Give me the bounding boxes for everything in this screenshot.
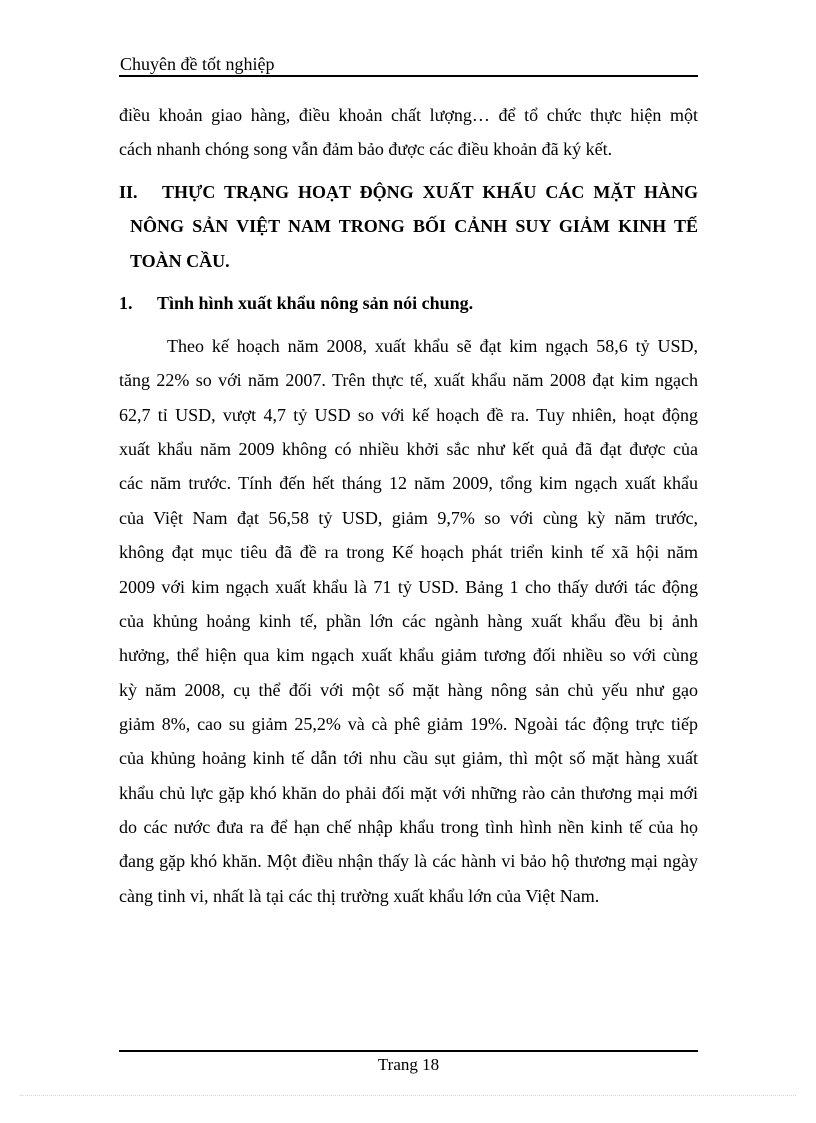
body-line: do các nước đưa ra để hạn chế nhập khẩu trong tình hình nền kinh tế của họ: [119, 817, 698, 837]
body-line: các năm trước. Tính đến hết tháng 12 năm 2009, tổng kim ngạch xuất khẩu: [119, 473, 698, 493]
footer-divider: [119, 1050, 698, 1052]
body-line: không đạt mục tiêu đã đề ra trong Kế hoạch phát triển kinh tế xã hội năm: [119, 542, 698, 562]
header-divider: [119, 75, 698, 77]
body-line: xuất khẩu năm 2009 không có nhiều khởi sắc như kết quả đã đạt được của: [119, 439, 698, 459]
page-number: Trang 18: [377, 1055, 440, 1074]
body-line: càng tinh vi, nhất là tại các thị trường xuất khẩu lớn của Việt Nam.: [119, 886, 600, 906]
section-title-line: TOÀN CẦU.: [130, 251, 230, 271]
body-line: của khủng hoảng kinh tế dẫn tới nhu cầu sụt giảm, thì một số mặt hàng xuất: [119, 748, 698, 768]
document-title: Chuyên đề tốt nghiệp: [120, 54, 275, 74]
subsection-number: 1.: [119, 293, 133, 313]
intro-line: cách nhanh chóng song vẫn đảm bảo được các điều khoản đã ký kết.: [119, 139, 613, 159]
body-line: giảm 8%, cao su giảm 25,2% và cà phê giảm 19%. Ngoài tác động trực tiếp: [119, 714, 698, 734]
body-line: của Việt Nam đạt 56,58 tỷ USD, giảm 9,7% so với cùng kỳ năm trước,: [119, 508, 698, 528]
body-line: kỳ năm 2008, cụ thể đối với một số mặt hàng nông sản chủ yếu như gạo: [119, 680, 698, 700]
section-title-line: NÔNG SẢN VIỆT NAM TRONG BỐI CẢNH SUY GIẢM KINH TẾ: [130, 216, 698, 236]
section-number: II.: [119, 182, 138, 202]
body-line: 62,7 tỉ USD, vượt 4,7 tỷ USD so với kế hoạch đề ra. Tuy nhiên, hoạt động: [119, 405, 698, 425]
page-bottom-edge: [20, 1095, 796, 1096]
body-line: Theo kế hoạch năm 2008, xuất khẩu sẽ đạt kim ngạch 58,6 tỷ USD,: [167, 336, 698, 356]
body-line: tăng 22% so với năm 2007. Trên thực tế, xuất khẩu năm 2008 đạt kim ngạch: [119, 370, 698, 390]
body-line: đang gặp khó khăn. Một điều nhận thấy là các hành vi bảo hộ thương mại ngày: [119, 851, 698, 871]
intro-line: điều khoản giao hàng, điều khoản chất lượng… để tổ chức thực hiện một: [119, 105, 698, 125]
body-line: 2009 với kim ngạch xuất khẩu là 71 tỷ USD. Bảng 1 cho thấy dưới tác động: [119, 577, 698, 597]
subsection-title: Tình hình xuất khẩu nông sản nói chung.: [157, 293, 474, 313]
section-title-line: THỰC TRẠNG HOẠT ĐỘNG XUẤT KHẨU CÁC MẶT HÀNG: [162, 182, 698, 202]
body-line: của khủng hoảng kinh tế, phần lớn các ngành hàng xuất khẩu đều bị ảnh: [119, 611, 698, 631]
body-line: hưởng, thể hiện qua kim ngạch xuất khẩu giảm tương đối nhiều so với cùng: [119, 645, 698, 665]
body-line: khẩu chủ lực gặp khó khăn do phải đối mặt với những rào cản thương mại mới: [119, 783, 698, 803]
